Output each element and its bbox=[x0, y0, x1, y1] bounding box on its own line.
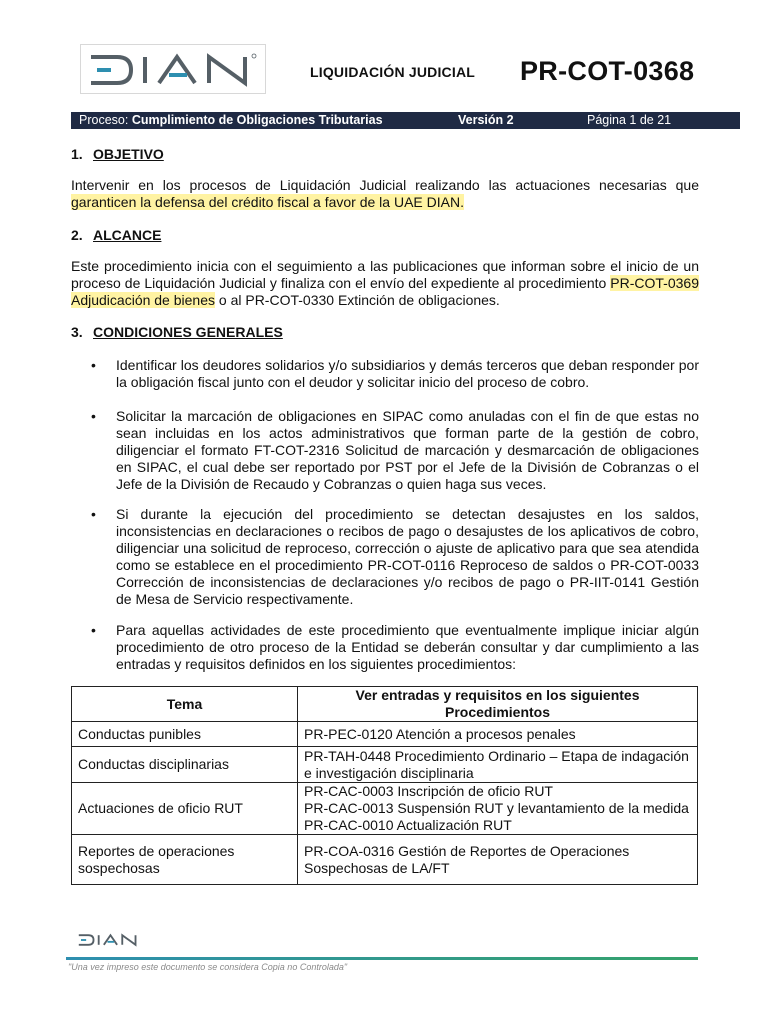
process-label: Proceso: bbox=[79, 113, 132, 127]
section-number: 3. bbox=[71, 324, 83, 340]
column-header-tema: Tema bbox=[72, 687, 298, 722]
tema-cell: Actuaciones de oficio RUT bbox=[72, 783, 298, 835]
section-number: 2. bbox=[71, 227, 83, 243]
footer-logo-mark bbox=[72, 933, 146, 947]
list-item bbox=[91, 506, 699, 608]
list-item-text: Solicitar la marcación de obligaciones en SIPAC como anuladas con el fin de que estas no sean incluidas en los actos administrativos que forman parte de la gestión de cobro, diligenciar el formato FT-COT-2316 Solicitud de marcación y desmarcación de obligaciones en SIPAC, el cual debe ser reportado por PST por el Jefe de la División de Cobranzas o el Jefe de la División de Recaudo y Cobranzas o quien haga sus veces. bbox=[116, 408, 699, 492]
section-objetivo-text bbox=[71, 177, 699, 211]
page-number: Página 1 de 21 bbox=[587, 113, 672, 127]
procedure-line: PR-CAC-0003 Inscripción de oficio RUT bbox=[304, 783, 553, 799]
process-name: Cumplimiento de Obligaciones Tributarias bbox=[131, 113, 383, 127]
table-row bbox=[72, 747, 698, 783]
table-row bbox=[72, 722, 698, 747]
dian-logo-mark bbox=[87, 51, 259, 89]
process-info-bar bbox=[71, 112, 740, 129]
list-item bbox=[91, 357, 699, 391]
objetivo-highlight: garanticen la defensa del crédito fiscal a favor de la UAE DIAN. bbox=[71, 194, 464, 210]
section-alcance-text bbox=[71, 258, 699, 309]
bullet-icon: • bbox=[91, 506, 96, 522]
list-item bbox=[91, 408, 699, 493]
procedures-table bbox=[71, 686, 698, 885]
procedure-line: PR-PEC-0120 Atención a procesos penales bbox=[304, 725, 576, 742]
section-number: 1. bbox=[71, 146, 83, 162]
list-item-text: Si durante la ejecución del procedimiento se detectan desajustes en los saldos, inconsistencias en declaraciones o recibos de pago o desajustes de los aplicativos de cobro, diligenciar una solicitud de reproceso, corrección o ajuste de aplicativo para que sea atendida como se establece en el procedimiento PR-COT-0116 Reproceso de saldos o PR-COT-0033 Corrección de inconsistencias de declaraciones y/o recibos de pago o PR-IIT-0141 Gestión de Mesa de Servicio respectivamente. bbox=[116, 506, 699, 607]
section-title: OBJETIVO bbox=[93, 146, 164, 162]
table-header-row bbox=[72, 687, 698, 722]
section-title: ALCANCE bbox=[93, 227, 162, 243]
procedure-cell bbox=[298, 783, 698, 835]
bullet-icon: • bbox=[91, 408, 96, 424]
document-title: LIQUIDACIÓN JUDICIAL bbox=[310, 64, 475, 80]
alcance-highlight: PR-COT-0369 Adjudicación de bienes bbox=[71, 275, 699, 308]
footer-note: "Una vez impreso este documento se considera Copia no Controlada" bbox=[68, 962, 348, 972]
table-row bbox=[72, 783, 698, 835]
procedure-cell bbox=[298, 722, 698, 747]
section-objetivo-heading bbox=[71, 146, 164, 162]
procedure-line: PR-CAC-0013 Suspensión RUT y levantamiento de la medida bbox=[304, 800, 689, 816]
procedure-cell bbox=[298, 747, 698, 783]
alcance-text: Este procedimiento inicia con el seguimiento a las publicaciones que informan sobre el inicio de un proceso de Liquidación Judicial y finaliza con el envío del expediente al procedimiento bbox=[71, 258, 699, 291]
section-alcance-heading bbox=[71, 227, 161, 243]
column-header-procedimientos: Ver entradas y requisitos en los siguientes Procedimientos bbox=[298, 687, 698, 722]
dian-logo bbox=[80, 44, 266, 94]
footer-divider bbox=[66, 957, 698, 960]
procedure-line: PR-CAC-0010 Actualización RUT bbox=[304, 817, 512, 833]
section-title: CONDICIONES GENERALES bbox=[93, 324, 283, 340]
bullet-icon: • bbox=[91, 357, 96, 373]
tema-cell: Conductas disciplinarias bbox=[72, 747, 298, 783]
objetivo-text: Intervenir en los procesos de Liquidación Judicial realizando las actuaciones necesarias que bbox=[71, 177, 699, 193]
list-item bbox=[91, 622, 699, 673]
procedure-line: PR-TAH-0448 Procedimiento Ordinario – Etapa de indagación e investigación disciplinaria bbox=[304, 747, 689, 781]
tema-cell: Conductas punibles bbox=[72, 722, 298, 747]
list-item-text: Identificar los deudores solidarios y/o subsidiarios y demás terceros que deban responder por la obligación fiscal junto con el deudor y solicitar inicio del proceso de cobro. bbox=[116, 357, 699, 390]
footer-dian-logo bbox=[72, 933, 146, 952]
list-item-text: Para aquellas actividades de este procedimiento que eventualmente implique iniciar algún procedimiento de otro proceso de la Entidad se deberán consultar y dar cumplimiento a las entradas y requisitos definidos en los siguientes procedimientos: bbox=[116, 622, 699, 672]
version: Versión 2 bbox=[458, 113, 514, 127]
bullet-icon: • bbox=[91, 622, 96, 638]
process-field bbox=[79, 112, 383, 129]
section-condiciones-heading bbox=[71, 324, 283, 340]
procedure-line: PR-COA-0316 Gestión de Reportes de Operaciones Sospechosas de LA/FT bbox=[304, 842, 630, 876]
procedure-cell bbox=[298, 835, 698, 885]
table-row bbox=[72, 835, 698, 885]
tema-cell: Reportes de operaciones sospechosas bbox=[72, 835, 298, 885]
alcance-text-end: o al PR-COT-0330 Extinción de obligaciones. bbox=[215, 292, 500, 308]
document-code: PR-COT-0368 bbox=[520, 56, 695, 86]
